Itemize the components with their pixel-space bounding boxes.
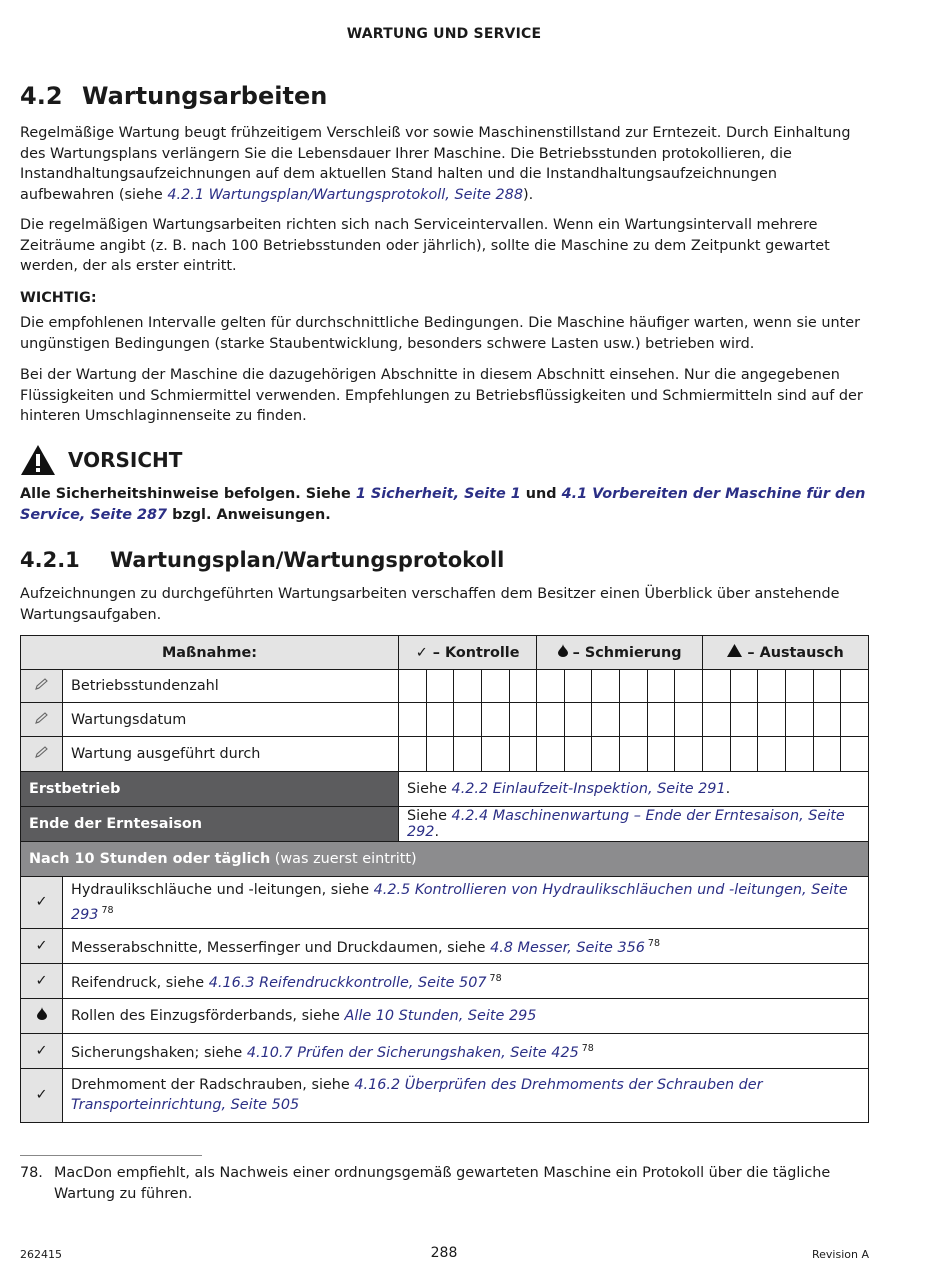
important-label: WICHTIG: <box>20 290 97 306</box>
log-entry-cell[interactable] <box>758 703 786 737</box>
maintenance-table <box>20 635 869 1123</box>
task-row <box>21 1068 869 1122</box>
log-entry-cell[interactable] <box>454 737 482 772</box>
reference-suffix: . <box>434 824 440 840</box>
footnote-rule <box>20 1155 202 1156</box>
log-entry-cell[interactable] <box>841 737 869 772</box>
log-entry-cell[interactable] <box>813 670 841 703</box>
log-entry-cell[interactable] <box>509 737 537 772</box>
log-entry-cell[interactable] <box>509 670 537 703</box>
log-entry-cell[interactable] <box>647 670 675 703</box>
task-link[interactable]: 4.16.3 Reifendruckkontrolle, Seite 507 <box>208 974 487 991</box>
log-entry-cell[interactable] <box>620 703 648 737</box>
stage-label: Erstbetrieb <box>21 772 399 807</box>
link-wartungsplan[interactable]: 4.2.1 Wartungsplan/Wartungsprotokoll, Seite 288 <box>167 186 523 203</box>
log-entry-cell[interactable] <box>758 670 786 703</box>
oil-drop-icon <box>558 644 568 657</box>
log-entry-cell[interactable] <box>454 703 482 737</box>
footnote-text: MacDon empfiehlt, als Nachweis einer ordnungsgemäß gewarteten Maschine ein Protokoll über die tägliche Wartung zu führen. <box>54 1165 831 1202</box>
task-row <box>21 928 869 963</box>
task-row <box>21 963 869 998</box>
header-measure: Maßnahme: <box>21 636 399 670</box>
log-row <box>21 703 869 737</box>
log-entry-cell[interactable] <box>785 703 813 737</box>
log-entry-cell[interactable] <box>730 703 758 737</box>
link-vorbereiten[interactable]: 4.1 Vorbereiten der Maschine für den Service, Seite 287 <box>20 486 866 523</box>
log-entry-cell[interactable] <box>399 737 427 772</box>
log-entry-cell[interactable] <box>620 670 648 703</box>
task-cell <box>63 928 869 963</box>
checkmark-icon: ✓ <box>415 644 428 661</box>
task-text: Rollen des Einzugsförderbands, siehe <box>71 1007 345 1024</box>
task-link[interactable]: 4.10.7 Prüfen der Sicherungshaken, Seite 425 <box>246 1044 579 1061</box>
checkmark-icon: ✓ <box>35 937 48 954</box>
subsection-title: Wartungsplan/Wartungsprotokoll <box>110 548 505 572</box>
log-entry-cell[interactable] <box>481 737 509 772</box>
task-link[interactable]: Alle 10 Stunden, Seite 295 <box>344 1007 537 1024</box>
task-type-cell <box>21 877 63 929</box>
stage-reference <box>399 807 869 842</box>
log-entry-cell[interactable] <box>730 737 758 772</box>
section-number: 4.2 <box>20 82 63 110</box>
subsection-number: 4.2.1 <box>20 548 80 572</box>
header-check <box>399 636 537 670</box>
caution-title: VORSICHT <box>68 448 183 472</box>
log-entry-cell[interactable] <box>647 737 675 772</box>
log-entry-cell[interactable] <box>481 670 509 703</box>
task-cell <box>63 1068 869 1122</box>
log-entry-cell[interactable] <box>399 670 427 703</box>
triangle-icon <box>727 644 742 657</box>
checkmark-icon: ✓ <box>35 1042 48 1059</box>
log-entry-cell[interactable] <box>481 703 509 737</box>
header-replace-label: – Austausch <box>747 645 844 661</box>
footnote-ref[interactable]: 78 <box>647 937 661 949</box>
subsection-intro: Aufzeichnungen zu durchgeführten Wartungsarbeiten verschaffen dem Besitzer einen Überblick über anstehende Wartungsaufgaben. <box>20 586 840 623</box>
caution-text-3: bzgl. Anweisungen. <box>167 506 331 523</box>
oil-drop-icon <box>37 1007 47 1020</box>
section-heading <box>20 82 327 110</box>
reference-prefix: Siehe <box>407 781 452 797</box>
log-entry-cell[interactable] <box>785 737 813 772</box>
task-row <box>21 1033 869 1068</box>
paragraph-intervals: Die regelmäßigen Wartungsarbeiten richten sich nach Serviceintervallen. Wenn ein Wartungsintervall mehrere Zeiträume angibt (z. B. nach 100 Betriebsstunden oder jährlich), sollte die Maschine zu dem Zeitpunkt gewartet werden, der als erster eintritt. <box>20 217 830 274</box>
log-entry-cell[interactable] <box>703 737 731 772</box>
log-entry-cell[interactable] <box>703 703 731 737</box>
log-entry-cell[interactable] <box>537 670 565 703</box>
table-header-row <box>21 636 869 670</box>
log-entry-cell[interactable] <box>537 703 565 737</box>
log-entry-cell[interactable] <box>620 737 648 772</box>
caution-text-1: Alle Sicherheitshinweise befolgen. Siehe <box>20 486 356 502</box>
paragraph-intro <box>20 123 870 205</box>
reference-suffix: . <box>725 781 731 797</box>
task-type-cell <box>21 998 63 1033</box>
task-text: Hydraulikschläuche und -leitungen, siehe <box>71 882 374 898</box>
header-replace <box>703 636 869 670</box>
important-text: Die empfohlenen Intervalle gelten für durchschnittliche Bedingungen. Die Maschine häufiger warten, wenn sie unter ungünstigen Bedingungen (starke Staubentwicklung, besonders schwere Lasten usw.) betrieben wird. <box>20 315 861 352</box>
task-type-cell <box>21 1033 63 1068</box>
task-type-cell <box>21 1068 63 1122</box>
pencil-icon <box>34 677 50 691</box>
footnote <box>20 1163 870 1204</box>
log-entry-cell[interactable] <box>426 670 454 703</box>
log-entry-cell[interactable] <box>647 703 675 737</box>
subsection-heading <box>20 548 504 572</box>
log-row <box>21 737 869 772</box>
task-row <box>21 877 869 929</box>
footnote-number: 78. <box>20 1165 43 1181</box>
revision: Revision A <box>812 1248 869 1261</box>
task-text: Messerabschnitte, Messerfinger und Druckdaumen, siehe <box>71 939 491 956</box>
caution-heading <box>20 443 182 477</box>
link-sicherheit[interactable]: 1 Sicherheit, Seite 1 <box>355 486 521 502</box>
header-lube-label: – Schmierung <box>572 645 682 661</box>
pencil-icon <box>34 711 50 725</box>
task-row <box>21 998 869 1033</box>
log-icon-cell <box>21 703 63 737</box>
reference-prefix: Siehe <box>407 808 452 824</box>
task-link[interactable]: 4.16.2 Überprüfen des Drehmoments der Schrauben der Transporteinrichtung, Seite 505 <box>71 1076 763 1114</box>
warning-triangle-icon <box>20 444 56 476</box>
checkmark-icon: ✓ <box>35 894 48 911</box>
log-entry-cell[interactable] <box>564 737 592 772</box>
stage-reference <box>399 772 869 807</box>
task-cell <box>63 998 869 1033</box>
log-icon-cell <box>21 737 63 772</box>
task-text: Reifendruck, siehe <box>71 974 209 991</box>
paragraph-fluids: Bei der Wartung der Maschine die dazugehörigen Abschnitte in diesem Abschnitt einsehen. Nur die angegebenen Flüssigkeiten und Schmiermittel verwenden. Empfehlungen zu Betriebsflüssigkeiten und Schmiermitteln sind auf der hinteren Umschlaginnenseite zu finden. <box>20 367 863 424</box>
task-link[interactable]: 4.8 Messer, Seite 356 <box>490 939 645 956</box>
stage-row <box>21 772 869 807</box>
log-label: Betriebsstundenzahl <box>63 670 399 703</box>
interval-cell <box>21 842 869 877</box>
caution-text-2: und <box>520 486 562 502</box>
log-entry-cell[interactable] <box>426 737 454 772</box>
log-entry-cell[interactable] <box>592 670 620 703</box>
task-text: Drehmoment der Radschrauben, siehe <box>71 1076 355 1093</box>
footnote-ref[interactable]: 78 <box>101 904 114 916</box>
interval-note: (was zuerst eintritt) <box>270 851 417 867</box>
log-row <box>21 670 869 703</box>
task-type-cell <box>21 928 63 963</box>
log-entry-cell[interactable] <box>675 703 703 737</box>
task-cell <box>63 963 869 998</box>
header-lube <box>537 636 703 670</box>
interval-row <box>21 842 869 877</box>
log-entry-cell[interactable] <box>426 703 454 737</box>
paragraph-end: ). <box>522 186 534 203</box>
checkmark-icon: ✓ <box>35 972 48 989</box>
stage-row <box>21 807 869 842</box>
log-entry-cell[interactable] <box>758 737 786 772</box>
log-label: Wartung ausgeführt durch <box>63 737 399 772</box>
footnote-ref[interactable]: 78 <box>581 1042 594 1054</box>
log-entry-cell[interactable] <box>675 737 703 772</box>
header-check-label: – Kontrolle <box>432 644 520 661</box>
log-icon-cell <box>21 670 63 703</box>
paragraph-text: Regelmäßige Wartung beugt frühzeitigem Verschleiß vor sowie Maschinenstillstand zur Erntezeit. Durch Einhaltung des Wartungsplans verlängern Sie die Lebensdauer Ihrer Maschine. Die Betriebsstunden protokollieren, die Instandhaltungsaufzeichnungen auf dem aktuellen Stand halten und die Instandhaltungsaufzeichnungen aufbewahren (siehe <box>20 125 851 203</box>
pencil-icon <box>34 745 50 759</box>
task-cell <box>63 877 869 929</box>
log-entry-cell[interactable] <box>841 670 869 703</box>
interval-title: Nach 10 Stunden oder täglich <box>29 851 271 867</box>
log-entry-cell[interactable] <box>730 670 758 703</box>
log-entry-cell[interactable] <box>509 703 537 737</box>
section-title: Wartungsarbeiten <box>82 82 328 110</box>
footnote-ref[interactable]: 78 <box>489 972 502 984</box>
log-entry-cell[interactable] <box>399 703 427 737</box>
checkmark-icon: ✓ <box>35 1087 48 1104</box>
log-entry-cell[interactable] <box>564 703 592 737</box>
log-entry-cell[interactable] <box>564 670 592 703</box>
stage-label: Ende der Erntesaison <box>21 807 399 842</box>
log-entry-cell[interactable] <box>454 670 482 703</box>
task-text: Sicherungshaken; siehe <box>71 1044 247 1061</box>
reference-link[interactable]: 4.2.2 Einlaufzeit-Inspektion, Seite 291 <box>451 781 726 797</box>
log-entry-cell[interactable] <box>592 737 620 772</box>
task-cell <box>63 1033 869 1068</box>
page-number: 288 <box>430 1245 458 1261</box>
log-entry-cell[interactable] <box>675 670 703 703</box>
log-entry-cell[interactable] <box>592 703 620 737</box>
log-entry-cell[interactable] <box>537 737 565 772</box>
running-header: WARTUNG UND SERVICE <box>346 26 542 42</box>
task-link[interactable]: 4.2.5 Kontrollieren von Hydraulikschläuchen und -leitungen, Seite 293 <box>71 882 848 923</box>
log-entry-cell[interactable] <box>813 703 841 737</box>
task-type-cell <box>21 963 63 998</box>
log-entry-cell[interactable] <box>841 703 869 737</box>
caution-text <box>20 484 870 525</box>
reference-link[interactable]: 4.2.4 Maschinenwartung – Ende der Erntesaison, Seite 292 <box>407 808 845 840</box>
log-label: Wartungsdatum <box>63 703 399 737</box>
log-entry-cell[interactable] <box>785 670 813 703</box>
log-entry-cell[interactable] <box>813 737 841 772</box>
doc-number: 262415 <box>20 1248 62 1261</box>
log-entry-cell[interactable] <box>703 670 731 703</box>
